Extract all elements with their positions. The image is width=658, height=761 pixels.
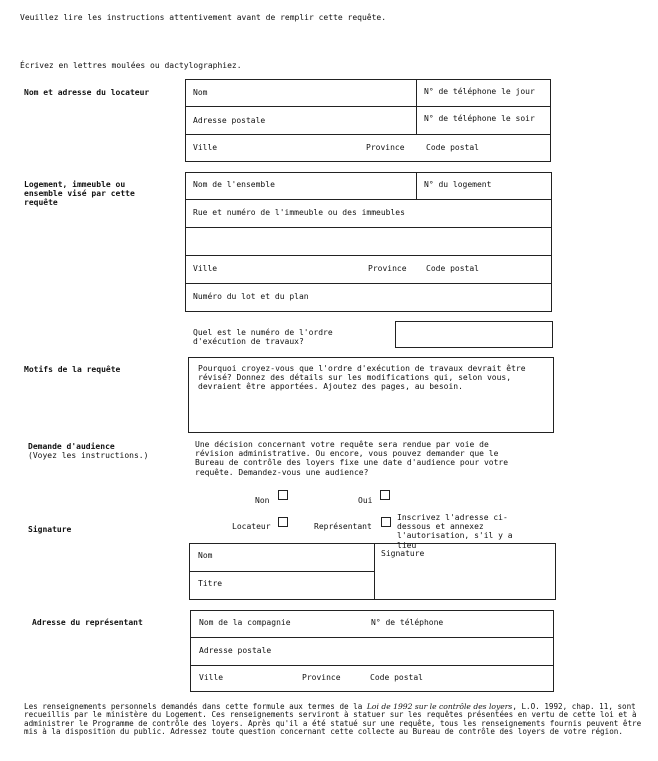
divider <box>189 571 374 572</box>
landlord-name-field[interactable]: Nom <box>193 88 208 97</box>
unit-postal-code-field[interactable]: Code postal <box>426 264 479 273</box>
signer-representative-label: Représentant <box>314 522 372 531</box>
block-letters-note: Écrivez en lettres moulées ou dactylographiez. <box>20 61 242 70</box>
rep-address-heading: Adresse du représentant <box>32 618 143 627</box>
divider <box>185 134 551 135</box>
divider <box>190 637 554 638</box>
hearing-yes-checkbox[interactable] <box>380 490 390 500</box>
divider <box>190 665 554 666</box>
rep-postal-code-field[interactable]: Code postal <box>370 673 423 682</box>
divider <box>185 283 552 284</box>
divider <box>416 172 417 199</box>
hearing-description: Une décision concernant votre requête sera rendue par voie de révision administrative. Ou encore, vous pouvez demander que le Bureau de contrôle des loyers fixe une date d'audience pour votre requête. Demandez-vous une audience? <box>195 440 509 477</box>
divider <box>416 79 417 134</box>
unit-province-field[interactable]: Province <box>368 264 407 273</box>
landlord-section-heading: Nom et adresse du locateur <box>24 88 150 97</box>
complex-name-field[interactable]: Nom de l'ensemble <box>193 180 275 189</box>
signer-representative-checkbox[interactable] <box>381 517 391 527</box>
landlord-day-phone-field[interactable]: N° de téléphone le jour <box>424 87 535 96</box>
read-instructions-note: Veuillez lire les instructions attentivement avant de remplir cette requête. <box>20 13 387 22</box>
signer-title-field[interactable]: Titre <box>198 579 223 588</box>
reasons-heading: Motifs de la requête <box>24 365 121 374</box>
rep-city-field[interactable]: Ville <box>199 673 224 682</box>
work-order-question: Quel est le numéro de l'ordre d'exécution de travaux? <box>193 328 333 347</box>
signer-landlord-checkbox[interactable] <box>278 517 288 527</box>
signer-landlord-label: Locateur <box>232 522 271 531</box>
unit-box <box>185 172 552 312</box>
landlord-province-field[interactable]: Province <box>366 143 405 152</box>
divider <box>185 227 552 228</box>
lot-plan-field[interactable]: Numéro du lot et du plan <box>193 292 309 301</box>
privacy-notice-part1: Les renseignements personnels demandés dans cette formule aux termes de la <box>24 702 367 711</box>
street-field[interactable]: Rue et numéro de l'immeuble ou des immeubles <box>193 208 405 217</box>
act-title: Loi de 1992 sur le contrôle des loyers <box>366 702 513 711</box>
signature-field[interactable]: Signature <box>381 549 425 558</box>
landlord-postal-code-field[interactable]: Code postal <box>426 143 479 152</box>
hearing-subheading: (Voyez les instructions.) <box>28 451 149 460</box>
rep-province-field[interactable]: Province <box>302 673 341 682</box>
divider <box>374 543 375 600</box>
rep-company-field[interactable]: Nom de la compagnie <box>199 618 291 627</box>
reasons-instructions: Pourquoi croyez-vous que l'ordre d'exécution de travaux devrait être révisé? Donnez des détails sur les modifications qui, selon vous, devraient être apportées. Ajoutez des pages, au besoin. <box>198 364 526 392</box>
landlord-evening-phone-field[interactable]: N° de téléphone le soir <box>424 114 535 123</box>
signature-heading: Signature <box>28 525 72 534</box>
landlord-city-field[interactable]: Ville <box>193 143 218 152</box>
hearing-heading: Demande d'audience <box>28 442 115 451</box>
divider <box>185 106 551 107</box>
hearing-yes-label: Oui <box>358 496 373 505</box>
hearing-no-checkbox[interactable] <box>278 490 288 500</box>
privacy-notice <box>24 703 646 736</box>
signer-name-field[interactable]: Nom <box>198 551 213 560</box>
privacy-notice-part2: , L.O. 1992, chap. 11, sont recueillis par le ministère du Logement. Ces renseignements serviront à statuer sur les requêtes présentées en vertu de cette loi et à administrer le Programme de contrôle des loyers. Après qu'il a été statué sur une requête, tous les renseignements fournis peuvent être mis à la disposition du public. Adressez toute question concernant cette collecte au Bureau de contrôle des loyers de votre région. <box>24 702 642 737</box>
divider <box>185 199 552 200</box>
landlord-address-field[interactable]: Adresse postale <box>193 116 266 125</box>
divider <box>185 255 552 256</box>
hearing-no-label: Non <box>255 496 270 505</box>
representative-note: Inscrivez l'adresse ci-dessous et annexez l'autorisation, s'il y a lieu <box>397 513 513 550</box>
work-order-number-input[interactable] <box>395 321 553 348</box>
unit-number-field[interactable]: N° du logement <box>424 180 492 189</box>
unit-section-heading: Logement, immeuble ou ensemble visé par cette requête <box>24 180 135 208</box>
unit-city-field[interactable]: Ville <box>193 264 218 273</box>
rep-phone-field[interactable]: N° de téléphone <box>371 618 444 627</box>
rep-address-field[interactable]: Adresse postale <box>199 646 272 655</box>
